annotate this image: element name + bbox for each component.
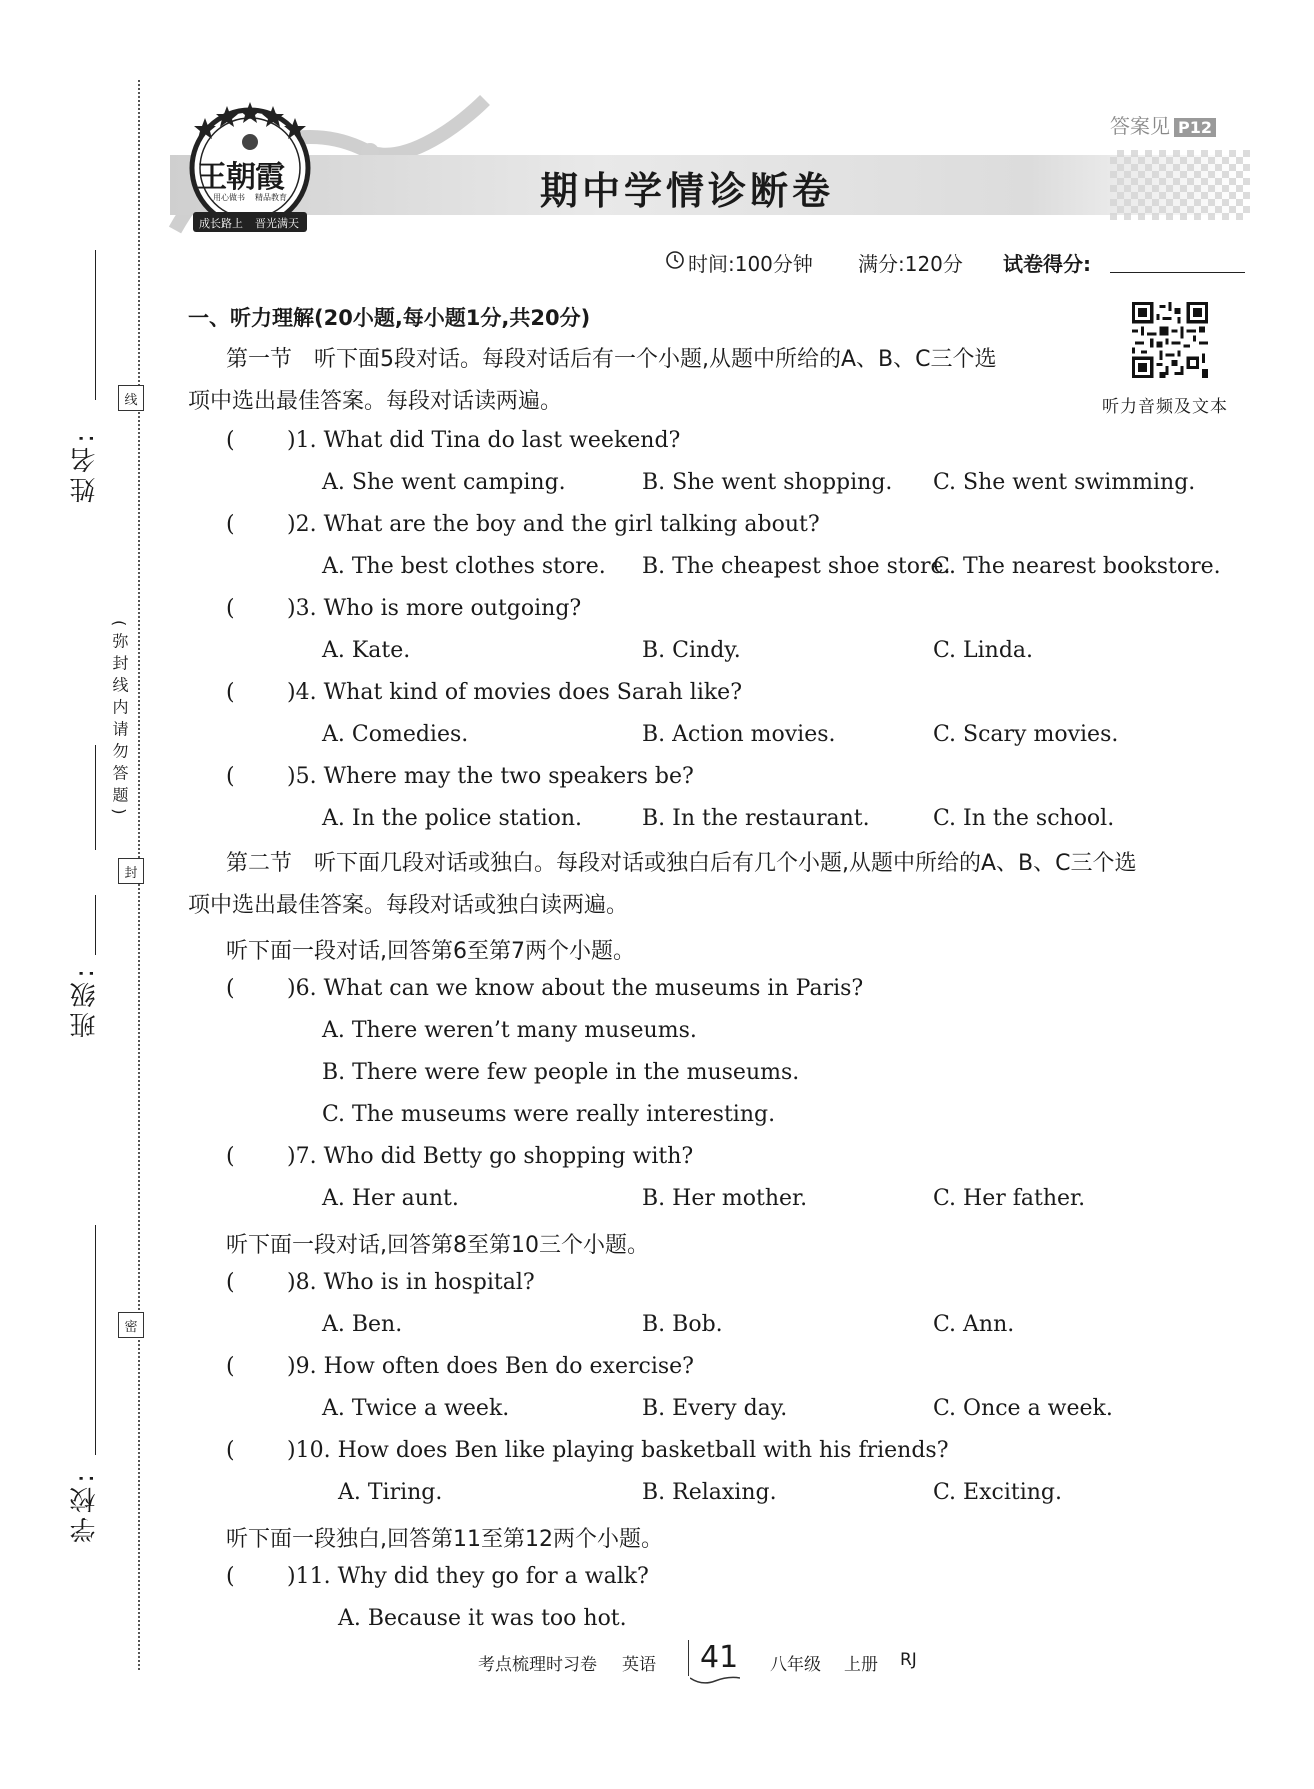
footer-book: 考点梳理时习卷 (478, 1655, 597, 1675)
option-2a: A. The best clothes store. (322, 554, 606, 579)
page-number-underline (690, 1676, 740, 1686)
option-9c: C. Once a week. (933, 1396, 1113, 1421)
part1-instruction-line2: 项中选出最佳答案。每段对话读两遍。 (188, 389, 563, 414)
answer-bracket[interactable]: ( (226, 428, 235, 453)
question-10: )10. How does Ben like playing basketball with his friends? (287, 1438, 949, 1463)
question-9: )9. How often does Ben do exercise? (287, 1354, 694, 1379)
option-5c: C. In the school. (933, 806, 1115, 831)
answer-bracket[interactable]: ( (226, 512, 235, 537)
option-3c: C. Linda. (933, 638, 1034, 663)
part1-instruction-line1: 第一节 听下面5段对话。每段对话后有一个小题,从题中所给的A、B、C三个选 (226, 347, 997, 372)
logo-slogan-right: 晋光满天 (255, 217, 299, 230)
answer-ref-text: 答案见 (1110, 114, 1170, 138)
name-underline (95, 250, 96, 400)
seal-mark-xian: 线 (118, 385, 144, 411)
logo-slogan-left: 成长路上 (199, 217, 243, 230)
question-7: )7. Who did Betty go shopping with? (287, 1144, 694, 1169)
option-1b: B. She went shopping. (642, 470, 893, 495)
option-6c: C. The museums were really interesting. (322, 1102, 776, 1127)
section-heading: 一、听力理解(20小题,每小题1分,共20分) (188, 306, 591, 330)
answer-bracket[interactable]: ( (226, 976, 235, 1001)
question-11: )11. Why did they go for a walk? (287, 1564, 649, 1589)
option-5a: A. In the police station. (322, 806, 583, 831)
footer-grade: 八年级 (770, 1655, 821, 1675)
logo-name: 王朝霞 (197, 160, 284, 195)
option-3a: A. Kate. (322, 638, 411, 663)
option-1c: C. She went swimming. (933, 470, 1196, 495)
clock-icon (665, 250, 685, 270)
answer-bracket[interactable]: ( (226, 764, 235, 789)
option-7a: A. Her aunt. (322, 1186, 459, 1211)
question-8: )8. Who is in hospital? (287, 1270, 535, 1295)
instruction-q11-12: 听下面一段独白,回答第11至第12两个小题。 (226, 1527, 663, 1552)
option-6b: B. There were few people in the museums. (322, 1060, 800, 1085)
option-10a: A. Tiring. (338, 1480, 443, 1505)
checker-decoration (1110, 150, 1250, 220)
logo-small-left: 用心做书 (213, 193, 245, 202)
answer-bracket[interactable]: ( (226, 1354, 235, 1379)
question-3: )3. Who is more outgoing? (287, 596, 582, 621)
part2-instruction-line2: 项中选出最佳答案。每段对话或独白读两遍。 (188, 893, 629, 918)
option-4c: C. Scary movies. (933, 722, 1119, 747)
option-7b: B. Her mother. (642, 1186, 808, 1211)
footer-divider (688, 1640, 689, 1676)
question-4: )4. What kind of movies does Sarah like? (287, 680, 742, 705)
option-6a: A. There weren’t many museums. (322, 1018, 697, 1043)
option-10b: B. Relaxing. (642, 1480, 777, 1505)
score-label: 试卷得分: (1003, 252, 1091, 276)
option-9b: B. Every day. (642, 1396, 788, 1421)
option-8c: C. Ann. (933, 1312, 1015, 1337)
answer-bracket[interactable]: ( (226, 1270, 235, 1295)
exam-time: 时间:100分钟 (688, 252, 813, 276)
part2-instruction-line1: 第二节 听下面几段对话或独白。每段对话或独白后有几个小题,从题中所给的A、B、C三个选 (226, 851, 1137, 876)
seal-mark-feng: 封 (118, 858, 144, 884)
brand-logo (185, 100, 315, 235)
option-7c: C. Her father. (933, 1186, 1086, 1211)
answer-ref-page: P12 (1174, 118, 1216, 137)
option-8b: B. Bob. (642, 1312, 723, 1337)
answer-bracket[interactable]: ( (226, 1438, 235, 1463)
answer-bracket[interactable]: ( (226, 1144, 235, 1169)
name-label: 姓名: (70, 430, 100, 503)
answer-reference (1110, 110, 1216, 139)
option-10c: C. Exciting. (933, 1480, 1062, 1505)
answer-bracket[interactable]: ( (226, 1564, 235, 1589)
school-underline (95, 1225, 96, 1455)
school-label: 学校: (70, 1470, 100, 1543)
class-underline (95, 895, 96, 955)
class-label: 班级: (70, 965, 100, 1038)
instruction-q8-10: 听下面一段对话,回答第8至第10三个小题。 (226, 1233, 649, 1258)
qr-caption: 听力音频及文本 (1102, 397, 1228, 417)
question-1: )1. What did Tina do last weekend? (287, 428, 681, 453)
option-8a: A. Ben. (322, 1312, 403, 1337)
option-1a: A. She went camping. (322, 470, 566, 495)
page-number: 41 (700, 1640, 739, 1675)
footer-edition: RJ (900, 1650, 917, 1670)
question-2: )2. What are the boy and the girl talking about? (287, 512, 820, 537)
answer-bracket[interactable]: ( (226, 680, 235, 705)
footer-subject: 英语 (622, 1655, 656, 1675)
seal-note: (弥封线内请勿答题) (110, 620, 129, 821)
score-blank[interactable] (1110, 272, 1245, 273)
question-6: )6. What can we know about the museums in Paris? (287, 976, 864, 1001)
question-5: )5. Where may the two speakers be? (287, 764, 694, 789)
instruction-q6-7: 听下面一段对话,回答第6至第7两个小题。 (226, 939, 635, 964)
option-2b: B. The cheapest shoe store. (642, 554, 951, 579)
option-4b: B. Action movies. (642, 722, 836, 747)
footer-volume: 上册 (844, 1655, 878, 1675)
option-3b: B. Cindy. (642, 638, 741, 663)
option-5b: B. In the restaurant. (642, 806, 870, 831)
answer-bracket[interactable]: ( (226, 596, 235, 621)
class-underline-top (95, 745, 96, 850)
logo-small-right: 精品教育 (255, 193, 287, 202)
seal-mark-mi: 密 (118, 1312, 144, 1338)
exam-full-score: 满分:120分 (858, 252, 963, 276)
option-9a: A. Twice a week. (322, 1396, 510, 1421)
qr-code-icon[interactable] (1132, 302, 1208, 378)
page-title: 期中学情诊断卷 (540, 169, 835, 213)
option-2c: C. The nearest bookstore. (933, 554, 1221, 579)
option-11a: A. Because it was too hot. (338, 1606, 627, 1631)
option-4a: A. Comedies. (322, 722, 469, 747)
